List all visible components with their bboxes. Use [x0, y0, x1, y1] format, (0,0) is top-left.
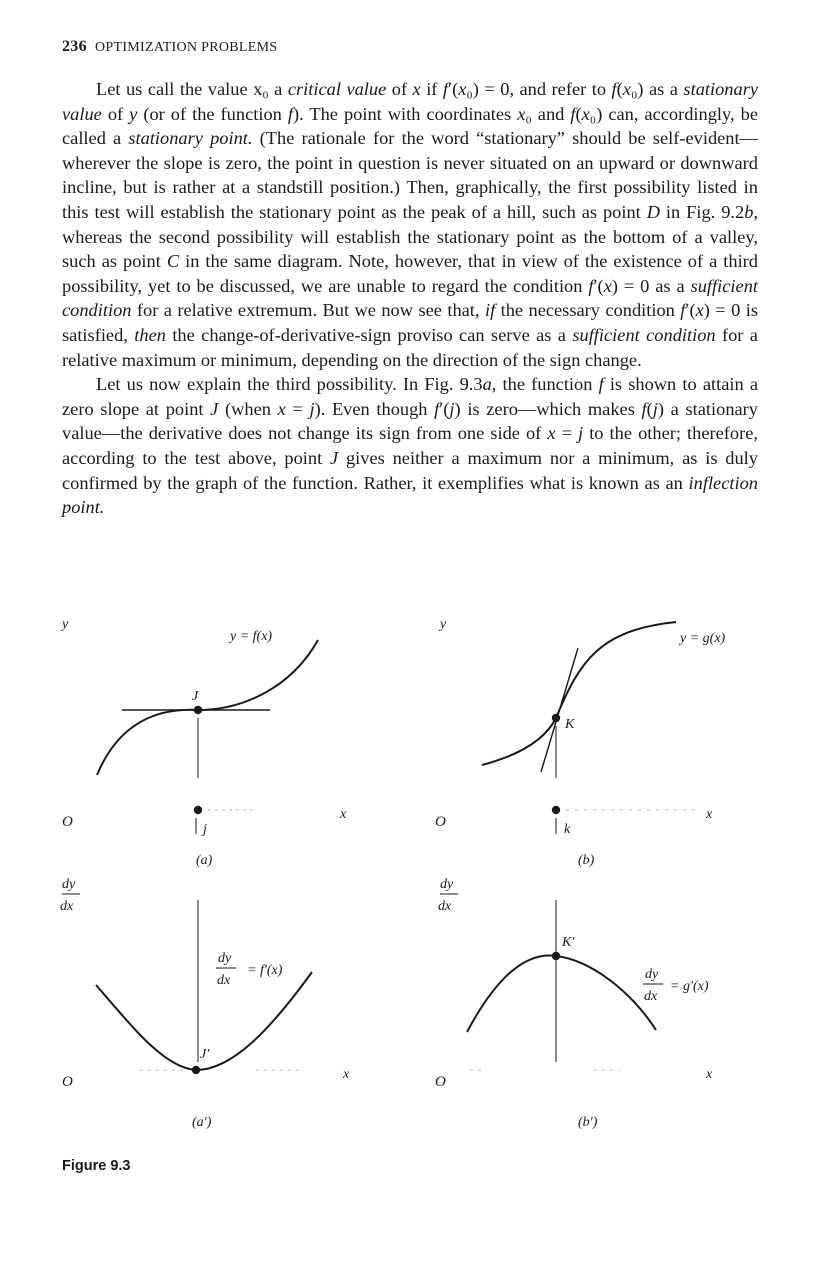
page-number: 236 — [62, 38, 87, 55]
figure-svg — [0, 600, 817, 1160]
panel-b-point-label: K — [565, 717, 575, 732]
panel-b-prime-origin: O — [435, 1074, 446, 1090]
panel-b-tangent — [541, 648, 578, 772]
panel-a-prime-curve-num: dy — [218, 951, 232, 966]
figure-caption: Figure 9.3 — [62, 1158, 131, 1174]
panel-b-point-k — [552, 714, 560, 722]
panel-a-point-j — [194, 706, 202, 714]
panel-b-prime-y-num: dy — [440, 877, 454, 892]
panel-b-prime-y-den: dx — [438, 899, 452, 914]
panel-b — [435, 617, 726, 868]
running-header — [62, 38, 277, 56]
panel-a-prime-point-label: J′ — [200, 1047, 210, 1062]
panel-a-prime-curve-den: dx — [217, 973, 231, 988]
panel-a-x-label: x — [340, 807, 347, 822]
panel-a-curve — [97, 640, 318, 775]
panel-b-y-label: y — [440, 617, 447, 632]
panel-a-origin: O — [62, 814, 73, 830]
panel-a-point-label: J — [192, 689, 199, 704]
paragraph-1: Let us call the value x₀ a critical value of x if f′(x₀) = 0, and refer to f(x₀) as a stationary value of y (or of the function f). The point with coordinates x₀ and f(x₀) can, accordingly, be called a stationary point. (The rationale for the word “stationary” should be self-evident—wherever the slope is zero, the point in question is never situated on an upward or downward incline, but is rather at a standstill position.) Then, graphically, the first possibility listed in this test will establish the stationary point as the peak of a hill, such as point D in Fig. 9.2b, whereas the second possibility will establish the stationary point as the bottom of a valley, such as point C in the same diagram. Note, however, that in view of the existence of a third possibility, yet to be discussed, we are unable to regard the condition f′(x) = 0 as a sufficient condition for a relative extremum. But we now see that, if the necessary condition f′(x) = 0 is satisfied, then the change-of-derivative-sign proviso can serve as a sufficient condition for a relative maximum or minimum, depending on the direction of the sign change. — [62, 79, 759, 370]
figure-9-3 — [0, 600, 817, 1200]
panel-a-prime-y-den: dx — [60, 899, 74, 914]
panel-a-axis-point — [194, 806, 202, 814]
body-text — [62, 77, 758, 520]
running-title: OPTIMIZATION PROBLEMS — [94, 40, 278, 55]
panel-a-prime-caption: (a′) — [192, 1115, 212, 1130]
panel-b-curve-label: y = g(x) — [680, 631, 726, 646]
panel-b-tick-label: k — [564, 822, 571, 837]
paragraph-2: Let us now explain the third possibility. In Fig. 9.3a, the function f is shown to attain a zero slope at point J (when x = j). Even though f′(j) is zero—which makes f(j) a stationary value—the derivative does not change its sign from one side of x = j to the other; therefore, according to the test above, point J gives neither a maximum nor a minimum, as is duly confirmed by the graph of the function. Rather, it exemplifies what is known as an inflection point. — [62, 374, 759, 518]
panel-b-prime-x-label: x — [706, 1067, 713, 1082]
panel-a-prime-x-label: x — [343, 1067, 350, 1082]
panel-b-prime — [435, 877, 713, 1130]
panel-b-prime-curve-rhs: = g′(x) — [670, 979, 709, 994]
panel-b-prime-point — [552, 952, 560, 960]
panel-a-prime-origin: O — [62, 1074, 73, 1090]
panel-a-prime — [60, 877, 350, 1130]
panel-a-prime-y-num: dy — [62, 877, 76, 892]
panel-a-caption: (a) — [196, 853, 213, 868]
panel-a-tick-label: j — [203, 822, 207, 837]
panel-a — [60, 617, 347, 868]
panel-b-x-label: x — [706, 807, 713, 822]
panel-a-prime-curve-rhs: = f′(x) — [247, 963, 283, 978]
panel-a-y-label: y — [62, 617, 69, 632]
panel-b-prime-point-label: K′ — [562, 935, 575, 950]
panel-b-curve — [482, 622, 676, 765]
panel-b-axis-point — [552, 806, 560, 814]
panel-b-origin: O — [435, 814, 446, 830]
panel-a-prime-point — [192, 1066, 200, 1074]
panel-b-caption: (b) — [578, 853, 595, 868]
panel-b-prime-curve-num: dy — [645, 967, 659, 982]
panel-b-prime-caption: (b′) — [578, 1115, 598, 1130]
panel-b-prime-curve-den: dx — [644, 989, 658, 1004]
panel-a-curve-label: y = f(x) — [230, 629, 273, 644]
panel-b-prime-curve — [467, 955, 656, 1032]
